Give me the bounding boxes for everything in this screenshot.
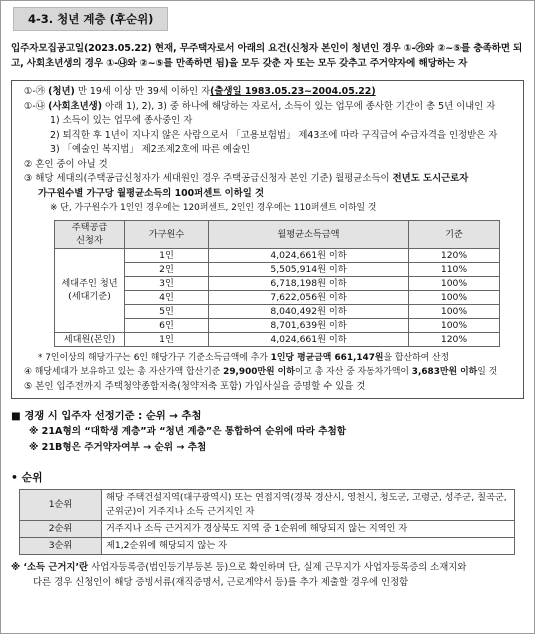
table-row: 3인 6,718,198원 이하 100%: [55, 276, 500, 290]
birth-date-range: (출생일 1983.05.23~2004.05.22): [210, 86, 376, 97]
table-row: 세대주인 청년 (세대기준) 1인 4,024,661원 이하 120%: [55, 248, 500, 262]
req-1b-item: 1) 소득이 있는 업무에 종사중인 자: [50, 115, 193, 126]
req-1b-item: 3) 「예술인 복지법」 제2조제2호에 따른 예술인: [50, 144, 251, 155]
req-1b: ①-㉯ (사회초년생) 아래 1), 2), 3) 중 하나에 해당하는 자로서, 소득이 있는 업무에 종사한 기간이 총 5년 이내인 자: [24, 100, 496, 112]
order-title: • 순위: [11, 471, 43, 484]
col-members: 가구원수: [125, 220, 209, 248]
selection-criteria: [11, 408, 524, 456]
col-amount: 월평균소득금액: [209, 220, 409, 248]
table-row: 2인 5,505,914원 이하 110%: [55, 262, 500, 276]
table-row: 세대원(본인) 1인 4,024,661원 이하 120%: [55, 332, 500, 346]
income-base-footnote: ※ ‘소득 근거지’란 사업자등록증(법인등기부등본 등)으로 확인하며 단, 실제 근무지가 사업자등록증의 소재지와 다른 경우 신청인이 해당 증빙서류(재직증명서, 근로계약서 등)를 추가 제출할 경우에 인정함: [11, 562, 467, 588]
criteria-note: ※ 21A형의 “대학생 계층”과 “청년 계층”은 통합하여 순위에 따라 추첨함: [29, 426, 347, 437]
req-3-cont: 가구원수별 가구당 월평균소득의 100퍼센트 이하일 것: [38, 187, 265, 199]
req-3: ③ 해당 세대의(주택공급신청자가 세대원인 경우 주택공급신청자 본인 기준) 월평균소득이 전년도 도시근로자: [24, 173, 469, 184]
req-5: ⑤ 본인 입주전까지 주택청약종합저축(청약저축 포함) 가입사실을 증명할 수 있을 것: [24, 380, 366, 392]
req-4: ④ 해당세대가 보유하고 있는 총 자산가액 합산기준 29,900만원 이하이고 총 자산 중 자동차가액이 3,683만원 이하일 것: [24, 367, 498, 377]
req-1a: ①-㉮ (청년) 만 19세 이상 만 39세 이하인 자(출생일 1983.05.23~2004.05.22): [24, 86, 376, 97]
note-7-members: * 7인이상의 해당가구는 6인 해당가구 기준소득금액에 추가 1인당 평균금액 661,147원을 합산하여 산정: [38, 352, 450, 363]
income-table: [54, 220, 500, 347]
order-table: [19, 489, 515, 555]
table-row: 4인 7,622,056원 이하 100%: [55, 290, 500, 304]
section-title: 4-3. 청년 계층 (후순위): [13, 7, 168, 31]
col-ratio: 기준: [409, 220, 500, 248]
criteria-note: ※ 21B형은 주거약자여부 → 순위 → 추첨: [29, 442, 207, 453]
criteria-title: ■ 경쟁 시 입주자 선정기준 : 순위 → 추첨: [11, 410, 202, 422]
col-applicant: 주택공급 신청자: [55, 220, 125, 248]
group-label: 세대주인 청년 (세대기준): [55, 248, 125, 332]
table-row: 1순위 해당 주택건설지역(대구광역시) 또는 연접지역(경북 경산시, 영천시, 청도군, 고령군, 성주군, 칠곡군, 군위군)이 거주지나 소득 근거지인 자: [20, 490, 515, 521]
req-2: ② 혼인 중이 아닐 것: [24, 158, 108, 170]
requirements-box: [11, 80, 524, 399]
table-row: 5인 8,040,492원 이하 100%: [55, 304, 500, 318]
table-row: 3순위 제1,2순위에 해당되지 않는 자: [20, 538, 515, 555]
table-row: 2순위 거주지나 소득 근거지가 경상북도 지역 중 1순위에 해당되지 않는 지역인 자: [20, 521, 515, 538]
intro-paragraph: 입주자모집공고일(2023.05.22) 현재, 무주택자로서 아래의 요건(신청자 본인이 청년인 경우 ①-㉮와 ②~⑤를 충족하면 되고, 사회초년생의 경우 ①-㉯와 ②~⑤를 만족하면 됨)을 모두 갖춘 자 또는 모두 갖추고 주거약자에 해당하는 자: [11, 43, 523, 69]
req-1b-item: 2) 퇴직한 후 1년이 지나지 않은 사람으로서 「고용보험법」 제43조에 따라 구직급여 수급자격을 인정받은 자: [50, 129, 498, 141]
table-row: 6인 8,701,639원 이하 100%: [55, 318, 500, 332]
income-table-header: [55, 220, 500, 248]
req-3-note: ※ 단, 가구원수가 1인인 경우에는 120퍼센트, 2인인 경우에는 110퍼센트 이하일 것: [50, 203, 377, 213]
